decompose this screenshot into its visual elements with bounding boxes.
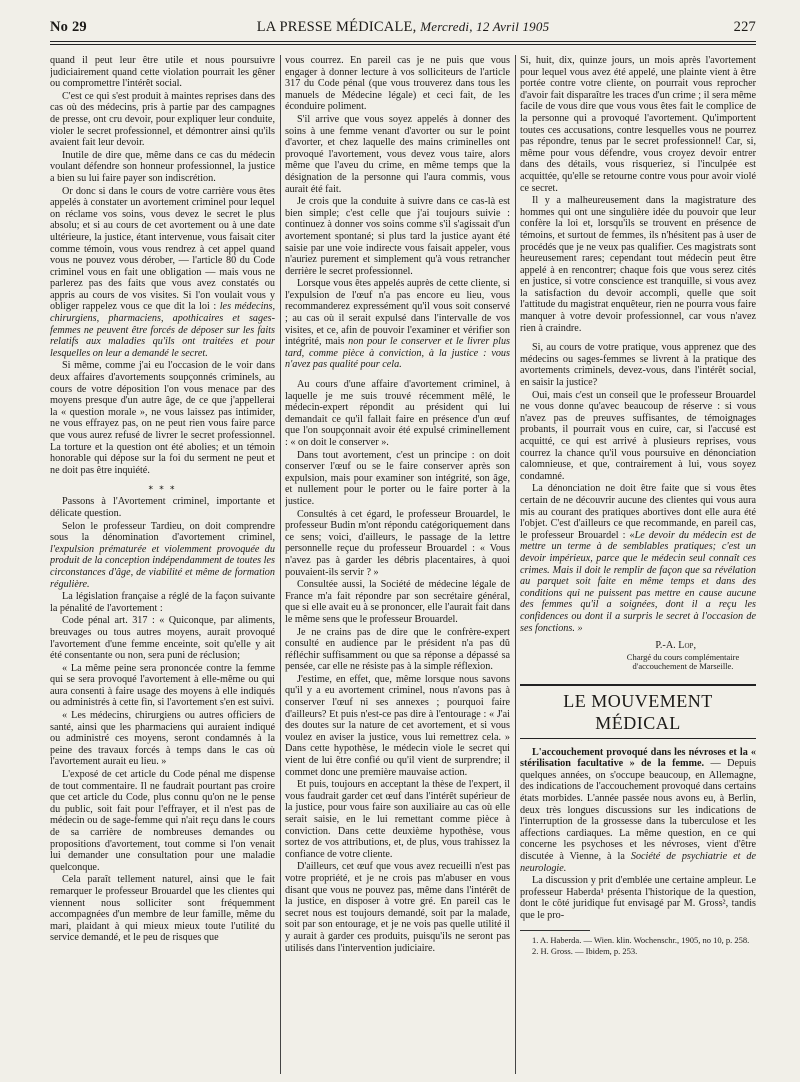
paragraph: Passons à l'Avortement criminel, importante et délicate question. [50,496,275,519]
paragraph: Et puis, toujours en acceptant la thèse de l'expert, il vous faudrait garder cet œuf dans l'intérêt supérieur de la justice, pour vous faire son auxiliaire au cas où elle serait saisie, en le lui remettant comme pièce à conviction. Dans cette deuxième hypothèse, vous sortez de vos attributions, et, de plus, vous trahissez la confiance de votre cliente. [285,779,510,860]
column-divider-2 [515,55,516,1074]
header-rule [50,41,756,42]
section-stars: ⁎ ⁎ ⁎ [148,481,177,492]
paragraph: Si, huit, dix, quinze jours, un mois après l'avortement pour lequel vous avez été appelé, une plainte vient à être portée contre votre cliente, on pourrait vous reprocher d'avoir fait disparaître les traces d'un crime ; il sera même facile de vous dire que vous vous êtes fait le complice de la personne qui a provoqué l'avortement. Qu'importent toutes ces accusations, contre lesquelles vous ne pourrez pas répondre, tenus par le secret professionnel! Car, si, même pour vous défendre, vous croyez devoir entrer dans des détails, vous risqueriez, si l'inculpée est acquittée, qu'elle se retourne contre vous pour avoir violé ce secret. [520,55,756,194]
paragraph [520,483,756,634]
issue-date: Mercredi, 12 Avril 1905 [420,19,550,34]
article-text: — Depuis quelques années, on s'occupe beaucoup, en Allemagne, des indications de l'accouchement provoqué dans certains états morbides. L'année passée nous avons eu, à Berlin, deux très longues discussions sur les indications de l'interruption de la grossesse dans la tuberculose et les affections cardiaques. La même question, en ce qui concerne les psychoses et les névroses, vient d'être discutée à Vienne, à la [520,758,756,863]
paragraph: Si même, comme j'ai eu l'occasion de le voir dans deux affaires d'avortements soupçonnés criminels, au cours de votre déposition l'on vous menace par des moyens presque d'un autre âge, de ce que j'appellerai la « question morale », ne vous laissez pas intimider, ne vous effrayez pas, on ne peut rien vous faire parce que vous aurez refusé de livrer le secret professionnel. La torture et la question ont été abolies; et un témoin honorable qui dépose sur la foi du serment ne peut et ne doit pas être inquiété. [50,360,275,476]
paragraph: S'il arrive que vous soyez appelés à donner des soins à une femme venant d'avorter ou sur le point d'avorter, et chez laquelle des mains criminelles ont provoqué l'avortement, vous devez vous taire, alors même que l'aveu du crime, en même temps que la désignation de la personne qui l'aura commis, vous aurait été fait. [285,113,510,195]
paragraph: Consultée aussi, la Société de médecine légale de France m'a fait répondre par son secrétaire général, que si elle avait eu à se prononcer, elle l'aurait fait dans le même sens que le professeur Brouardel. [285,579,510,625]
column-2 [285,55,510,1074]
footnote-rule [520,930,590,931]
paragraph: « La même peine sera prononcée contre la femme qui se sera provoqué l'avortement à elle-même ou qui aura consenti à faire usage des moyens à elle indiqués ou administrés à cette fin, si l'avortement s'en est suivi. [50,662,275,709]
paragraph-text: Lorsque vous êtes appelés auprès de cette cliente, si l'expulsion de l'œuf n'a pas encore eu lieu, vous recommanderez expressément qu'il vous soit conservé ; au cas où il serait expulsé dans l'intervalle de vos visites, et ce, afin de pouvoir l'examiner et vérifier son intégrité, mais [285,278,510,348]
journal-title [50,19,756,36]
column-3 [520,55,756,1074]
law-quote: les médecins, chirurgiens, pharmaciens, apothicaires et sages-femmes ne peuvent être forcés de déposer sur les faits relatifs aux maladies qu'ils ont traitées et pour lesquelles on leur a demandé le secret. [50,301,275,359]
society-name: Société de psychiatrie et de neurologie. [520,851,756,874]
paragraph: C'est ce qui s'est produit à maintes reprises dans des cas où des médecins, pris à partie par des campagnes de presse, ont cru devoir, pour expliquer leur conduite, violer le secret professionnel, et démontrer ainsi qu'ils avaient fait leur devoir. [50,90,275,149]
paragraph: D'ailleurs, cet œuf que vous avez recueilli n'est pas votre propriété, et je ne crois pas m'abuser en vous disant que vous ne pouvez pas, même dans l'intérêt de la justice, en disposer à votre gré. En pareil cas le secret nous est toujours demandé, soit par la malade, soit par son entourage, et je ne vois pas quelle utilité il y aurait à garder ces produits, puisqu'ils ne seront pas utilisés dans l'intervention judiciaire. [285,861,510,954]
journal-name: LA PRESSE MÉDICALE, [256,19,417,35]
paragraph: Je crois que la conduite à suivre dans ce cas-là est bien simple; c'est celle que j'ai toujours suivie : continuez à donner vos soins comme s'il s'agissait d'un avortement spontané; si plus tard la justice ayant été saisie par une voie indirecte vous faisait appeler, vous n'auriez purement et simplement qu'à vous retrancher derrière le secret professionnel. [285,196,510,277]
paragraph: Je ne crains pas de dire que le confrère-expert consulté en audience par le président n'a pas dû réfléchir suffisamment ou que sa réponse a dépassé sa pensée, car elle ne résiste pas à la simple réflexion. [285,626,510,673]
paragraph: La législation française a réglé de la façon suivante la pénalité de l'avortement : [50,591,275,614]
paragraph: Il y a malheureusement dans la magistrature des hommes qui ont une singulière idée du pouvoir que leur confère la loi et, lorsqu'ils se trouvent en présence de témoins, et surtout de femmes, ils n'hésitent pas à user de procédés que je ne veux pas qualifier. Ces magistrats sont heureusement rares; cependant tout médecin peut être appelé à en rencontrer; chaque fois que vous serez cités en justice, si votre conscience est tranquille, si vous avez la satisfaction du devoir accompli, quelle que soit l'attitude du magistrat enquêteur, rien ne pourra vous faire manquer à votre devoir professionnel, car vous n'avez rien à craindre. [520,195,756,334]
page-header [50,19,756,41]
paragraph-text: Selon le professeur Tardieu, on doit comprendre sous la dénomination d'avortement criminel, [50,520,275,544]
author-title: Chargé du cours complémentaire d'accouchement de Marseille. [626,651,740,672]
paragraph: Si, au cours de votre pratique, vous apprenez que des médecins ou sages-femmes se livrent à la pratique des avortements criminels, devez-vous, dans l'intérêt social, en saisir la justice? [520,342,756,389]
page-number: 227 [733,19,756,35]
paragraph: Inutile de dire que, même dans ce cas du médecin voulant défendre son honneur professionnel, la justice a bien su lui faire payer son indiscrétion. [50,149,275,184]
paragraph-text: Or donc si dans le cours de votre carrière vous êtes appelés à constater un avortement criminel pour lequel on réclame vos soins, vous devez le secret le plus absolu; et si au cours de cet avortement ou à une date ultérieure, la justice, étant intervenue, vous faisait citer comme témoin, vous vous rendrez à cet appel quand vous ne pouvez vous dérober, — l'article 80 du Code criminel vous en fait une obligation — mais vous ne parlerez pas des faits que vous avez constatés ou appris au cours de vos visites. Si l'on voulait vous y obliger rappelez vous ce que dit la loi : [50,185,275,313]
paragraph: Oui, mais c'est un conseil que le professeur Brouardel ne vous donne qu'avec beaucoup de réserve : si vous n'avez pas de preuves suffisantes, de témoignages probants, il pourrait vous en cuire, car, si l'accusé est acquitté, ce qui est arrivé à plusieurs reprises, vous courrez la chance qu'il vous poursuive en dénonciation calomnieuse, et que, contrairement à lui, vous soyez condamné. [520,389,756,482]
paragraph: Consultés à cet égard, le professeur Brouardel, le professeur Budin m'ont répondu catégoriquement dans ce sens; voici, d'ailleurs, le passage de la lettre personnelle reçue du professeur Brouardel : « Vous n'avez pas à garder les débris placentaires, à quoi pouvaient-ils servir ? » [285,508,510,578]
paragraph: L'exposé de cet article du Code pénal me dispense de tout commentaire. Il ne faudrait pourtant pas croire que cet article du Code, plus connu qu'on ne le pense du public, soit fait pour l'effrayer, et il n'est pas de médecin ou de sage-femme qui n'ait reçu dans le cours de sa carrière de nombreuses demandes ou propositions d'avortement, tout comme si l'on venait lui demander une consultation pour une maladie quelconque. [50,769,275,873]
column-divider-1 [280,55,281,1074]
article-paragraph [520,747,756,875]
footnote: 2. H. Gross. — Ibidem, p. 253. [532,946,638,957]
paragraph: vous courrez. En pareil cas je ne puis que vous engager à donner lecture à vos solliciteurs de l'article 317 du Code pénal (que vous trouverez dans tous les manuels de Médecine légale) et ceci fait, de les éconduire poliment. [285,55,510,113]
tardieu-definition: l'expulsion prématurée et violemment provoquée du produit de la conception indépendamment de toutes les circonstances d'âge, de viabilité et même de formation régulière. [50,543,275,590]
paragraph [285,278,510,371]
paragraph: « Les médecins, chirurgiens ou autres officiers de santé, ainsi que les pharmaciens qui auraient indiqué ou administré ces moyens, seront condamnés à la peine des travaux forcés à temps dans le cas où l'avortement aurait eu lieu. » [50,710,275,768]
paragraph: Au cours d'une affaire d'avortement criminel, à laquelle je me suis trouvé récemment mêlé, le médecin-expert répondit au président qui lui demandait ce qu'il fallait faire en présence d'un œuf que l'on soupçonnait avoir été expulsé criminellement : « on doit le conserver ». [285,379,510,448]
italic-passage: non pour le conserver et le livrer plus tard, comme pièce à conviction, à la justice : vous n'avez pas qualité pour cela. [285,336,510,371]
paragraph [50,186,275,360]
author-signature: P.-A. Lop, [655,640,696,652]
paragraph: Cela paraît tellement naturel, ainsi que le fait remarquer le professeur Brouardel que les clientes qui viennent nous solliciter sont fréquemment accompagnées d'un membre de leur famille, même du mari, plaidant à qui mieux mieux toute l'utilité du service demandé, et le peu de risques que [50,874,275,944]
paragraph: La discussion y prit d'emblée une certaine ampleur. Le professeur Haberda¹ présenta l'historique de la question, dont le côté juridique fut envisagé par M. Gross², tandis que le pro- [520,875,756,921]
section-heading: LE MOUVEMENT MÉDICAL [520,684,756,739]
footnote: 1. A. Haberda. — Wien. klin. Wochenschr., 1905, no 10, p. 258. [532,934,750,945]
paragraph-text: La dénonciation ne doit être faite que si vous êtes certain de ne découvrir aucune des clientes qui vous aura mis au courant des pratiques abortives dont elle aura été l'objet. C'est d'ailleurs ce que recommande, en pareil cas, le professeur Brouardel : « [520,483,756,541]
paragraph [50,521,275,591]
article-title: L'accouchement provoqué dans les névroses et la « stérilisation facultative » de la femme. [520,746,756,770]
header-rule-2 [50,44,756,45]
paragraph: J'estime, en effet, que, même lorsque nous savons qu'il y a eu avortement criminel, nous n'avons pas à conserver l'œuf ni ses annexes ; pourquoi faire d'ailleurs? Et puis n'est-ce pas dire à l'entourage : « J'ai des doutes sur la nature de cet avortement, et si vous voulez en aviser la justice, vous lui remettrez cela. » Dans cette hypothèse, le médecin viole le secret qui vient de lui être confié ou qu'il vient de surprendre; il commet donc une première mauvaise action. [285,673,510,778]
paragraph: Dans tout avortement, c'est un principe : on doit conserver l'œuf ou se le faire conserver après son expulsion, mais pour examiner son intégrité, son âge, et nullement pour le porter ou le faire porter à la justice. [285,449,510,507]
brouardel-quote: Le devoir du médecin est de mettre un terme à de semblables pratiques; c'est un devoir impérieux, parce que le médecin seul connaît ces crimes. Mais il doit le remplir de façon que sa révélation au parquet soit faite en même temps et dans des conditions qui ne puissent pas mettre en cause aucune des femmes qu'il a soignées, dont il a reçu les confidences ou dont il a surpris le secret à l'occasion de ses fonctions. » [520,529,756,634]
paragraph: quand il peut leur être utile et nous poursuivre judiciairement quand cette violation pourrait les gêner ou compromettre l'intérêt social. [50,55,275,90]
paragraph: Code pénal art. 317 : « Quiconque, par aliments, breuvages ou tous autres moyens, aurait provoqué l'avortement d'une femme enceinte, soit qu'elle y ait été consentante ou non, sera puni de réclusion; [50,615,275,662]
issue-number: No 29 [50,19,87,35]
column-1 [50,55,275,1074]
